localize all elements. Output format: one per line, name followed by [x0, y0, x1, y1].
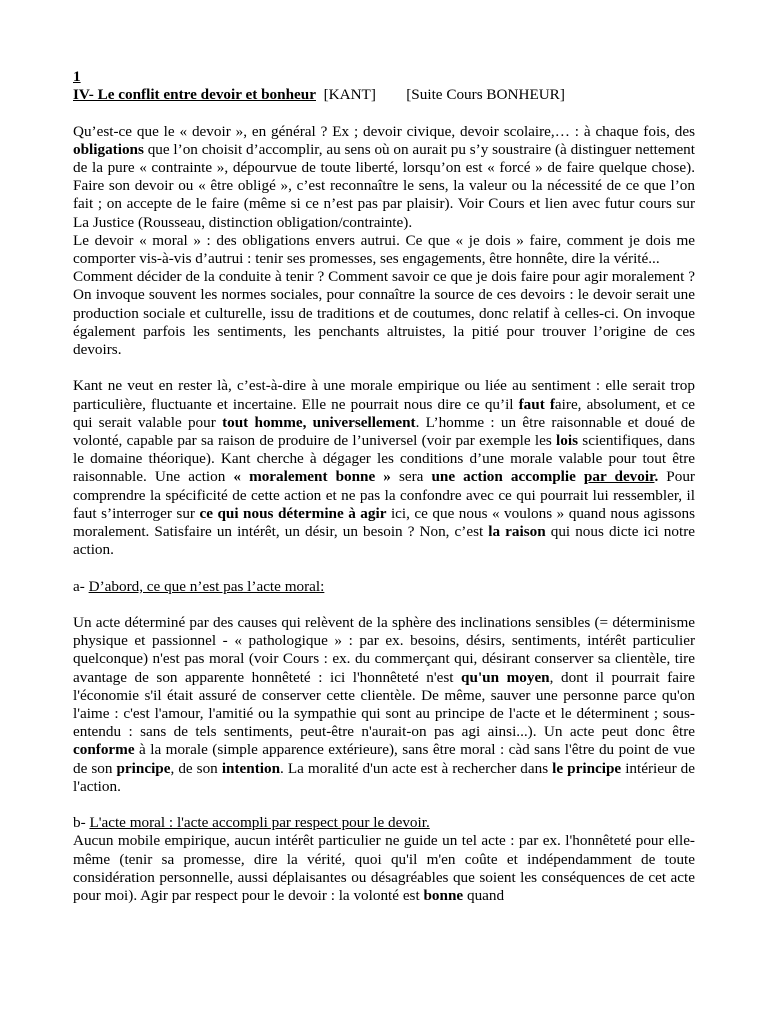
blank-line	[73, 359, 695, 377]
text-run: scientifiques, dans le domaine théorique). Kant cherche à dégager les conditions d’une morale valable pour tout être raisonnable. Une action	[73, 432, 695, 486]
blank-line	[73, 104, 695, 122]
paragraph-conduite: Comment décider de la conduite à tenir ? Comment savoir ce que je dois faire pour agir moralement ? On invoque souvent les normes sociales, pour connaître la source de ces devoirs : le devoir serait une production sociale et culturelle, issu de traditions et de coutumes, donc relatif à celles-ci. On invoque également parfois les sentiments, les penchants altruistes, la pitié pour trouver l’origine de ces devoirs.	[73, 268, 695, 359]
paragraph-acte-non-moral	[73, 614, 695, 796]
bold-la-raison: la raison	[488, 523, 546, 541]
bold-universel: tout homme, universellement	[222, 413, 416, 431]
bold-conforme: conforme	[73, 741, 135, 759]
heading-tag-kant: [KANT]	[323, 86, 376, 104]
text-run: à la morale (simple apparence extérieure), sans être moral : càd sans l'être du point de vue de son	[73, 741, 695, 777]
page-number-text: 1	[73, 68, 81, 85]
bold-moyen: qu'un moyen	[461, 668, 550, 686]
bold-obligations: obligations	[73, 140, 144, 158]
text-run: Qu’est-ce que le « devoir », en général ? Ex ; devoir civique, devoir scolaire,… : à chaque fois, des	[73, 122, 695, 140]
subsection-heading-b	[73, 814, 695, 832]
paragraph-kant	[73, 377, 695, 559]
bold-ce-qui-determine: ce qui nous détermine à agir	[199, 504, 387, 522]
text-run: que l’on choisit d’accomplir, au sens où on aurait pu s’y soustraire (à distinguer nettement de la pure « contrainte », dépourvue de toute liberté, lorsqu’on est « forcé » de faire quelque chose). Faire son devoir ou « être obligé », c’est reconnaître le sens, la valeur ou la nécessité de ce que l’on fait ; on accepte de le faire (même si ce n’est pas par plaisir). Voir Cours et lien avec futur cours sur La Justice (Rousseau, distinction obligation/contrainte).	[73, 140, 695, 231]
bold-period: .	[654, 468, 659, 486]
text-run: qui nous dicte ici notre action.	[73, 523, 695, 559]
text-run: . L’homme : un être raisonnable et doué de volonté, capable par sa raison de produire de l’universel (voir par exemple les	[73, 413, 696, 450]
section-heading	[73, 86, 695, 104]
bold-moralement-bonne: « moralement bonne »	[233, 468, 391, 486]
text-run: quand	[463, 887, 505, 905]
subsection-title: L'acte moral : l'acte accompli par respect pour le devoir.	[89, 814, 430, 832]
page-number	[73, 68, 695, 86]
bold-principe: principe	[116, 759, 171, 777]
text-run: , de son	[170, 759, 222, 777]
subsection-prefix: b-	[73, 814, 90, 832]
bold-lois: lois	[556, 432, 578, 450]
text-run: . La moralité d'un acte est à rechercher dans	[280, 759, 553, 777]
paragraph-acte-moral	[73, 832, 695, 905]
subsection-prefix: a-	[73, 577, 89, 595]
bold-intention: intention	[221, 759, 281, 777]
text-run: intérieur de l'action.	[73, 759, 695, 795]
paragraph-devoir-moral: Le devoir « moral » : des obligations envers autrui. Ce que « je dois » faire, comment je dois me comporter vis-à-vis d’autrui : tenir ses promesses, ses engagements, être honnête, dire la vérité...	[73, 231, 695, 268]
blank-line	[73, 796, 695, 814]
paragraph-devoir-definition	[73, 123, 695, 232]
bold-le-principe: le principe	[552, 759, 622, 777]
subsection-heading-a	[73, 578, 695, 596]
subsection-title: D’abord, ce que n’est pas l’acte moral:	[88, 577, 325, 595]
text-run: sera	[390, 468, 432, 486]
text-run: , dont il pourrait faire l'économie s'il était assuré de conserver cette clientèle. De même, sauver une personne parce qu'on l'aime : c'est l'amour, l'amitié ou la sympathie qui sont au principe de l'acte et le déterminent ; sous-entendu : sans de tels sentiments, peut-être n'aurait-on pas agi ainsi...). Un acte peut donc être	[73, 668, 695, 741]
text-run: Kant ne veut en rester là, c’est-à-dire à une morale empirique ou liée au sentiment : elle serait trop particulière, fluctuante et incertaine. Elle ne pourrait nous dire ce qu’il	[73, 377, 695, 413]
bold-bonne: bonne	[423, 887, 464, 905]
text-run: aire, absolument, et ce qui serait valable pour	[73, 395, 696, 431]
blank-line	[73, 559, 695, 577]
text-run: Pour comprendre la spécificité de cette action et ne pas la confondre avec ce qui pourrait lui ressembler, il faut s’interroger sur	[73, 468, 695, 522]
heading-title: IV- Le conflit entre devoir et bonheur	[73, 86, 316, 104]
bold-underline-par-devoir: par devoir	[583, 468, 655, 486]
bold-action-accomplie: une action accomplie	[431, 468, 584, 486]
text-run: Aucun mobile empirique, aucun intérêt particulier ne guide un tel acte : par ex. l'honnêteté pour elle-même (tenir sa promesse, dire la vérité, quoi qu'il m'en coûte et indépendamment de toute considération personnelle, aussi déplaisantes ou désagréables que soient les conséquences de cet acte pour moi). Agir par respect pour le devoir : la volonté est	[73, 832, 695, 905]
bold-faut: faut f	[518, 395, 555, 413]
heading-tag-suite: [Suite Cours BONHEUR]	[406, 86, 565, 104]
text-run: ici, ce que nous « voulons » quand nous agissons moralement. Satisfaire un intérêt, un désir, un besoin ? Non, c’est	[73, 504, 695, 541]
blank-line	[73, 596, 695, 614]
text-run: Un acte déterminé par des causes qui relèvent de la sphère des inclinations sensibles (= déterminisme physique et passionnel - « pathologique » : par ex. besoins, désirs, sentiments, intérêt particulier quelconque) n'est pas moral (voir Cours : ex. du commerçant qui, désirant conserver sa clientèle, tire avantage de son apparente honnêteté : ici l'honnêteté n'est	[73, 614, 695, 686]
